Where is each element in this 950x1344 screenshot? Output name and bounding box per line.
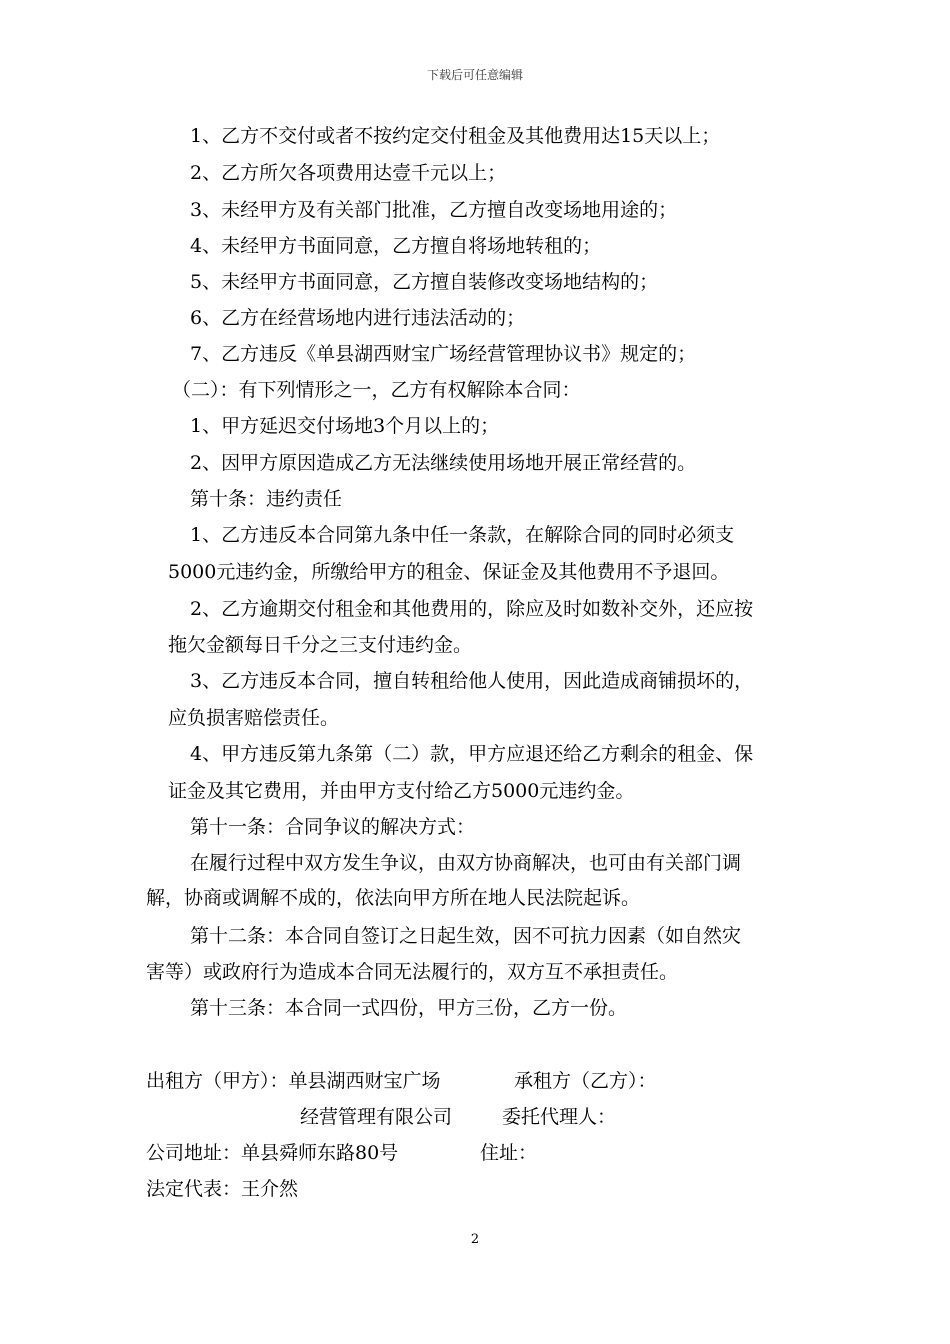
clause-line: 4、未经甲方书面同意，乙方擅自将场地转租的； — [190, 235, 602, 257]
clause-line: 5、未经甲方书面同意，乙方擅自装修改变场地结构的； — [190, 271, 659, 293]
paragraph-line: 在履行过程中双方发生争议，由双方协商解决，也可由有关部门调 — [190, 852, 742, 874]
clause-line: 4、甲方违反第九条第（二）款，甲方应退还给乙方剩余的租金、保 — [190, 743, 754, 765]
clause-line: 应负损害赔偿责任。 — [168, 707, 340, 729]
lessee-label: 承租方（乙方）： — [514, 1070, 657, 1092]
clause-line: 7、乙方违反《单县湖西财宝广场经营管理协议书》规定的； — [190, 343, 697, 365]
clause-line: 1、乙方违反本合同第九条中任一条款，在解除合同的同时必须支 — [190, 524, 735, 546]
paragraph-line: 害等）或政府行为造成本合同无法履行的，双方互不承担责任。 — [146, 961, 679, 983]
paragraph-line: 解，协商或调解不成的，依法向甲方所在地人民法院起诉。 — [146, 887, 641, 909]
residence-label: 住址： — [480, 1142, 538, 1164]
page-number: 2 — [470, 1232, 480, 1247]
paragraph-line: 第十二条：本合同自签订之日起生效，因不可抗力因素（如自然灾 — [190, 925, 742, 947]
article-heading: 第十条：违约责任 — [190, 488, 343, 510]
page-header: 下载后可任意编辑 — [426, 68, 523, 82]
clause-line: 1、甲方延迟交付场地3个月以上的； — [190, 415, 500, 437]
paragraph-line: 第十三条：本合同一式四份，甲方三份，乙方一份。 — [190, 997, 628, 1019]
legal-representative-label: 法定代表：王介然 — [146, 1178, 299, 1200]
lessor-label: 出租方（甲方）：单县湖西财宝广场 — [146, 1070, 441, 1092]
clause-line: 2、乙方逾期交付租金和其他费用的，除应及时如数补交外，还应按 — [190, 598, 754, 620]
clause-line: 2、因甲方原因造成乙方无法继续使用场地开展正常经营的。 — [190, 452, 697, 474]
clause-line: 5000元违约金，所缴给甲方的租金、保证金及其他费用不予退回。 — [168, 561, 730, 583]
clause-line: 证金及其它费用，并由甲方支付给乙方5000元违约金。 — [168, 780, 635, 802]
agent-label: 委托代理人： — [502, 1106, 617, 1128]
company-name-line2: 经营管理有限公司 — [300, 1106, 453, 1128]
section-heading: （二）：有下列情形之一，乙方有权解除本合同： — [172, 379, 581, 401]
address-label: 公司地址：单县舜师东路80号 — [146, 1142, 399, 1164]
article-heading: 第十一条：合同争议的解决方式： — [190, 816, 476, 838]
clause-line: 3、未经甲方及有关部门批准，乙方擅自改变场地用途的； — [190, 199, 678, 221]
clause-line: 6、乙方在经营场地内进行违法活动的； — [190, 307, 526, 329]
clause-line: 拖欠金额每日千分之三支付违约金。 — [168, 634, 473, 656]
clause-line: 2、乙方所欠各项费用达壹千元以上； — [190, 162, 507, 184]
clause-line: 3、乙方违反本合同，擅自转租给他人使用，因此造成商铺损坏的， — [190, 670, 754, 692]
clause-line: 1、乙方不交付或者不按约定交付租金及其他费用达15天以上； — [190, 125, 721, 147]
